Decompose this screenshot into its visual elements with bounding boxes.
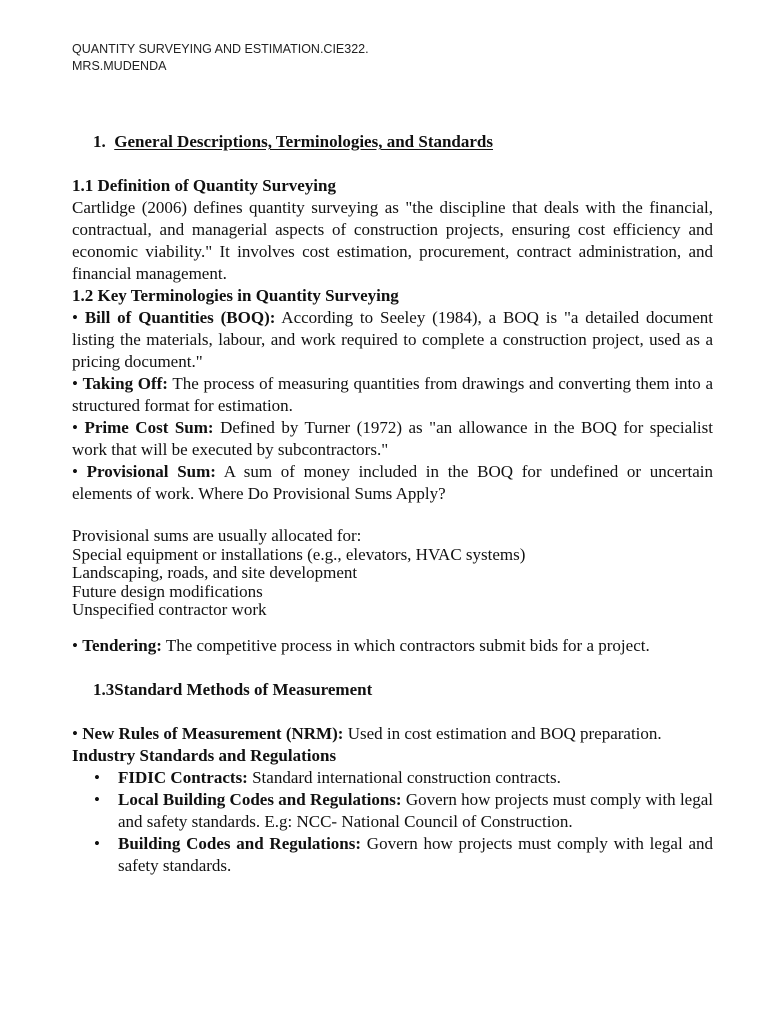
list-item: Landscaping, roads, and site development (72, 563, 358, 582)
subheading: 1.2 Key Terminologies in Quantity Surveying (72, 286, 399, 305)
section-heading (93, 132, 493, 152)
term-item: • Tendering: The competitive process in which contractors submit bids for a project. (72, 636, 650, 655)
term-item: • Taking Off: The process of measuring quantities from drawings and converting them into a structured format for estimation. (72, 374, 714, 415)
section-1-1 (72, 175, 713, 505)
bullet-item: • Local Building Codes and Regulations: Govern how projects must comply with legal and safety standards. E.g: NCC- National Council of Construction. (94, 790, 713, 831)
term-item: • Provisional Sum: A sum of money included in the BOQ for undefined or uncertain elements of work. Where Do Provisional Sums Apply? (72, 462, 714, 503)
term-item: • Bill of Quantities (BOQ): According to Seeley (1984), a BOQ is "a detailed document listing the materials, labour, and work required to complete a construction project, used as a pricing document." (72, 308, 714, 371)
section-title: General Descriptions, Terminologies, and Standards (114, 132, 494, 151)
bullet-icon: • (94, 768, 100, 787)
subheading: 1.1 Definition of Quantity Surveying (72, 176, 336, 195)
list-item: Unspecified contractor work (72, 600, 267, 619)
list-item: Special equipment or installations (e.g., elevators, HVAC systems) (72, 544, 526, 564)
subheading: Industry Standards and Regulations (72, 746, 337, 765)
lecturer-name: MRS.MUDENDA (72, 59, 167, 73)
bullet-icon: • (94, 790, 100, 809)
list-item: Future design modifications (72, 581, 263, 601)
section-number: 1. (93, 132, 106, 151)
section-1-3 (72, 723, 713, 877)
subheading: 1.3Standard Methods of Measurement (93, 680, 373, 699)
bullet-item: • Building Codes and Regulations: Govern how projects must comply with legal and safety standards. (94, 834, 713, 875)
term-item: • New Rules of Measurement (NRM): Used in cost estimation and BOQ preparation. (72, 724, 662, 743)
allocation-list (72, 527, 713, 620)
term-item: • Prime Cost Sum: Defined by Turner (1972) as "an allowance in the BOQ for specialist work that will be executed by subcontractors." (72, 418, 713, 459)
course-header: QUANTITY SURVEYING AND ESTIMATION.CIE322. (72, 42, 369, 56)
list-intro: Provisional sums are usually allocated for: (72, 526, 362, 545)
paragraph: Cartlidge (2006) defines quantity surveying as "the discipline that deals with the financial, contractual, and managerial aspects of construction projects, ensuring cost efficiency and economic viability." It involves cost estimation, procurement, contract administration, and financial management. (72, 198, 713, 283)
bullet-item: • FIDIC Contracts: Standard international construction contracts. (94, 768, 561, 787)
bullet-icon: • (94, 834, 100, 853)
